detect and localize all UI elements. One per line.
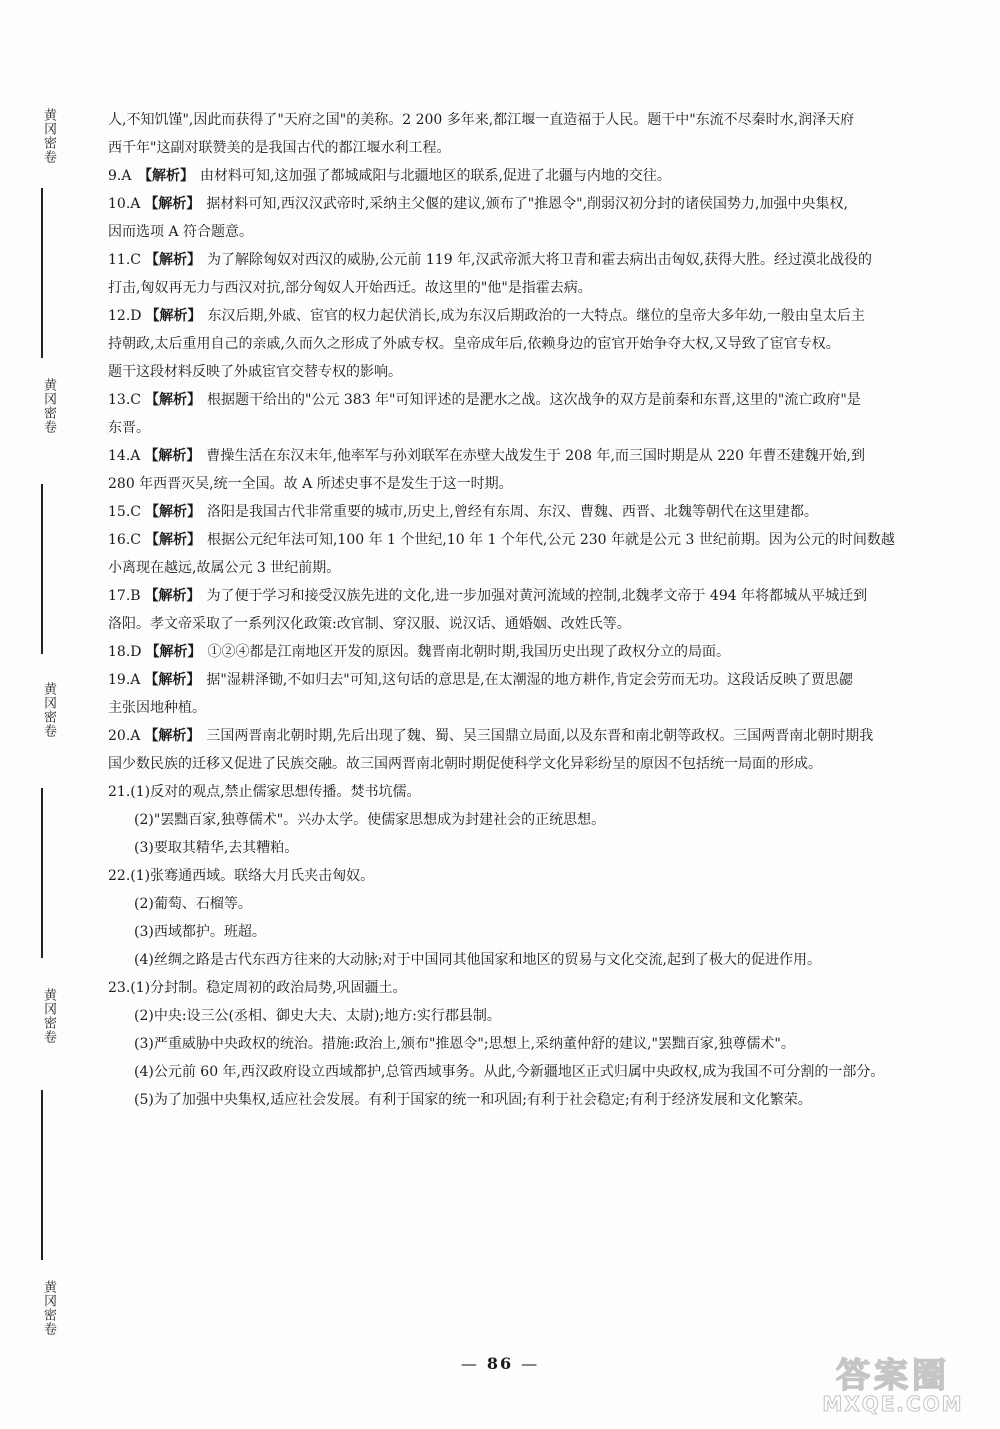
answer-text: 据材料可知,西汉汉武帝时,采纳主父偃的建议,颁布了"推恩令",削弱汉初分封的诸侯国势力,加强中央集权, [206, 196, 848, 212]
question-number: 16.C [108, 532, 141, 548]
question-number: 12.D [108, 308, 142, 324]
answer-line [108, 246, 950, 274]
question-number: 23. [108, 980, 131, 996]
answer-text: (3)要取其精华,去其糟粕。 [134, 840, 299, 856]
answer-line [108, 610, 950, 638]
answer-line [108, 162, 950, 190]
analysis-tag: 【解析】 [138, 168, 194, 184]
answer-line [108, 1030, 950, 1058]
sidebar-label: 黄冈密卷 [41, 1280, 56, 1336]
answer-text: 东汉后期,外戚、宦官的权力起伏消长,成为东汉后期政治的一大特点。继位的皇帝大多年幼,一般由皇太后主 [207, 308, 865, 324]
answer-text: 持朝政,太后重用自己的亲戚,久而久之形成了外戚专权。皇帝成年后,依赖身边的宦官开始争夺大权,又导致了宦官专权。 [108, 336, 840, 352]
answer-text: 为了便于学习和接受汉族先进的文化,进一步加强对黄河流域的控制,北魏孝文帝于 494 年将都城从平城迁到 [206, 588, 868, 604]
question-number: 10.A [108, 196, 141, 212]
question-number: 9.A [108, 168, 132, 184]
analysis-tag: 【解析】 [144, 728, 201, 744]
analysis-tag: 【解析】 [144, 532, 201, 548]
question-number: 22. [108, 868, 131, 884]
analysis-tag: 【解析】 [145, 644, 202, 660]
answer-line [108, 498, 950, 526]
answer-content [108, 106, 950, 1114]
answer-text: 国少数民族的迁移又促进了民族交融。故三国两晋南北朝时期促使科学文化异彩纷呈的原因不包括统一局面的形成。 [108, 756, 822, 772]
answer-text: 洛阳。孝文帝采取了一系列汉化政策:改官制、穿汉服、说汉话、通婚姻、改姓氏等。 [108, 616, 631, 632]
watermark-logo [808, 1348, 978, 1418]
choice-answers [108, 162, 950, 778]
answer-text: (2)"罢黜百家,独尊儒术"。兴办太学。使儒家思想成为封建社会的正统思想。 [134, 812, 606, 828]
question-number: 15.C [108, 504, 141, 520]
answer-text: (2)葡萄、石榴等。 [134, 896, 252, 912]
sidebar-margin [28, 100, 56, 1400]
answer-line [108, 890, 950, 918]
answer-text: (2)中央:设三公(丞相、御史大夫、太尉);地方:实行郡县制。 [134, 1008, 501, 1024]
question-number: 20.A [108, 728, 141, 744]
answer-line [108, 862, 950, 890]
analysis-tag: 【解析】 [144, 504, 201, 520]
answer-line [108, 190, 950, 218]
answer-text: (3)西域都护。班超。 [134, 924, 266, 940]
answer-text: 因而选项 A 符合题意。 [108, 224, 254, 240]
answer-line [108, 638, 950, 666]
answer-text: (3)严重威胁中央政权的统治。措施:政治上,颁布"推恩令";思想上,采纳董仲舒的建议,"罢黜百家,独尊儒术"。 [134, 1036, 795, 1052]
question-number: 21. [108, 784, 131, 800]
answer-line [108, 1058, 950, 1086]
intro-line: 人,不知饥馑",因此而获得了"天府之国"的美称。2 200 多年来,都江堰一直造福于人民。题干中"东流不尽秦时水,润泽天府 [108, 112, 855, 128]
answer-line [108, 694, 950, 722]
answer-line [108, 414, 950, 442]
answer-text: (1)分封制。稳定周初的政治局势,巩固疆土。 [130, 980, 407, 996]
answer-text: (5)为了加强中央集权,适应社会发展。有利于国家的统一和巩固;有利于社会稳定;有利于经济发展和文化繁荣。 [134, 1092, 812, 1108]
answer-text: (1)反对的观点,禁止儒家思想传播。焚书坑儒。 [130, 784, 421, 800]
answer-line [108, 834, 950, 862]
analysis-tag: 【解析】 [144, 672, 201, 688]
answer-text: (4)丝绸之路是古代东西方往来的大动脉;对于中国同其他国家和地区的贸易与文化交流,起到了极大的促进作用。 [134, 952, 821, 968]
answer-text: (4)公元前 60 年,西汉政府设立西域都护,总管西域事务。从此,今新疆地区正式归属中央政权,成为我国不可分割的一部分。 [134, 1064, 885, 1080]
sidebar-rule [41, 188, 43, 358]
answer-line [108, 666, 950, 694]
answer-line [108, 806, 950, 834]
answer-line [108, 386, 950, 414]
answer-line [108, 974, 950, 1002]
answer-text: 主张因地种植。 [108, 700, 206, 716]
page-dash: — [521, 1354, 540, 1373]
page-number [453, 1354, 547, 1373]
question-number: 19.A [108, 672, 141, 688]
answer-line [108, 722, 950, 750]
answer-line [108, 750, 950, 778]
question-number: 13.C [108, 392, 141, 408]
answer-line [108, 330, 950, 358]
answer-line [108, 1002, 950, 1030]
sidebar-rule [41, 788, 43, 958]
analysis-tag: 【解析】 [144, 588, 201, 604]
analysis-tag: 【解析】 [144, 392, 201, 408]
answer-line [108, 218, 950, 246]
answer-text: 280 年西晋灭吴,统一全国。故 A 所述史事不是发生于这一时期。 [108, 476, 513, 492]
answer-text: ①②④都是江南地区开发的原因。魏晋南北朝时期,我国历史出现了政权分立的局面。 [207, 644, 730, 660]
answer-text: 由材料可知,这加强了都城咸阳与北疆地区的联系,促进了北疆与内地的交往。 [200, 168, 671, 184]
question-number: 17.B [108, 588, 141, 604]
answer-text: 根据题干给出的"公元 383 年"可知评述的是淝水之战。这次战争的双方是前秦和东晋,这里的"流亡政府"是 [206, 392, 861, 408]
essay-answers [108, 778, 950, 1114]
answer-line [108, 358, 950, 386]
page-number-value: 86 [486, 1354, 514, 1373]
answer-text: 小离现在越远,故属公元 3 世纪前期。 [108, 560, 341, 576]
analysis-tag: 【解析】 [144, 252, 201, 268]
answer-text: 据"湿耕泽锄,不如归去"可知,这句话的意思是,在太潮湿的地方耕作,肯定会劳而无功。这段话反映了贾思勰 [206, 672, 854, 688]
answer-text: 打击,匈奴再无力与西汉对抗,部分匈奴人开始西迁。故这里的"他"是指霍去病。 [108, 280, 592, 296]
sidebar-label: 黄冈密卷 [41, 108, 56, 164]
answer-text: 三国两晋南北朝时期,先后出现了魏、蜀、吴三国鼎立局面,以及东晋和南北朝等政权。三国两晋南北朝时期我 [206, 728, 874, 744]
answer-line [108, 554, 950, 582]
answer-line [108, 946, 950, 974]
analysis-tag: 【解析】 [144, 448, 201, 464]
sidebar-label: 黄冈密卷 [41, 682, 56, 738]
question-number: 14.A [108, 448, 141, 464]
answer-line [108, 1086, 950, 1114]
analysis-tag: 【解析】 [144, 196, 201, 212]
answer-line [108, 778, 950, 806]
question-number: 18.D [108, 644, 142, 660]
answer-text: 根据公元纪年法可知,100 年 1 个世纪,10 年 1 个年代,公元 230 年就是公元 3 世纪前期。因为公元的时间数越 [206, 532, 895, 548]
sidebar-label: 黄冈密卷 [41, 378, 56, 434]
answer-text: 为了解除匈奴对西汉的威胁,公元前 119 年,汉武帝派大将卫青和霍去病出击匈奴,获得大胜。经过漠北战役的 [206, 252, 872, 268]
answer-line [108, 470, 950, 498]
question-number: 11.C [108, 252, 141, 268]
sidebar-rule [41, 1090, 43, 1260]
answer-text: 东晋。 [108, 420, 150, 436]
watermark-url: MXQE.COM [822, 1392, 964, 1416]
answer-text: 洛阳是我国古代非常重要的城市,历史上,曾经有东周、东汉、曹魏、西晋、北魏等朝代在这里建都。 [206, 504, 818, 520]
answer-line [108, 442, 950, 470]
answer-line [108, 526, 950, 554]
answer-line [108, 302, 950, 330]
answer-line [108, 582, 950, 610]
answer-line [108, 274, 950, 302]
intro-line: 西千年"这副对联赞美的是我国古代的都江堰水利工程。 [108, 140, 451, 156]
page-dash: — [460, 1354, 479, 1373]
watermark-title: 答案圈 [836, 1356, 950, 1396]
answer-text: (1)张骞通西域。联络大月氏夹击匈奴。 [130, 868, 375, 884]
sidebar-rule [41, 484, 43, 654]
answer-text: 曹操生活在东汉末年,他率军与孙刘联军在赤壁大战发生于 208 年,而三国时期是从 220 年曹丕建魏开始,到 [206, 448, 865, 464]
sidebar-label: 黄冈密卷 [41, 988, 56, 1044]
answer-line [108, 918, 950, 946]
analysis-tag: 【解析】 [145, 308, 202, 324]
answer-text: 题干这段材料反映了外戚宦官交替专权的影响。 [108, 364, 402, 380]
